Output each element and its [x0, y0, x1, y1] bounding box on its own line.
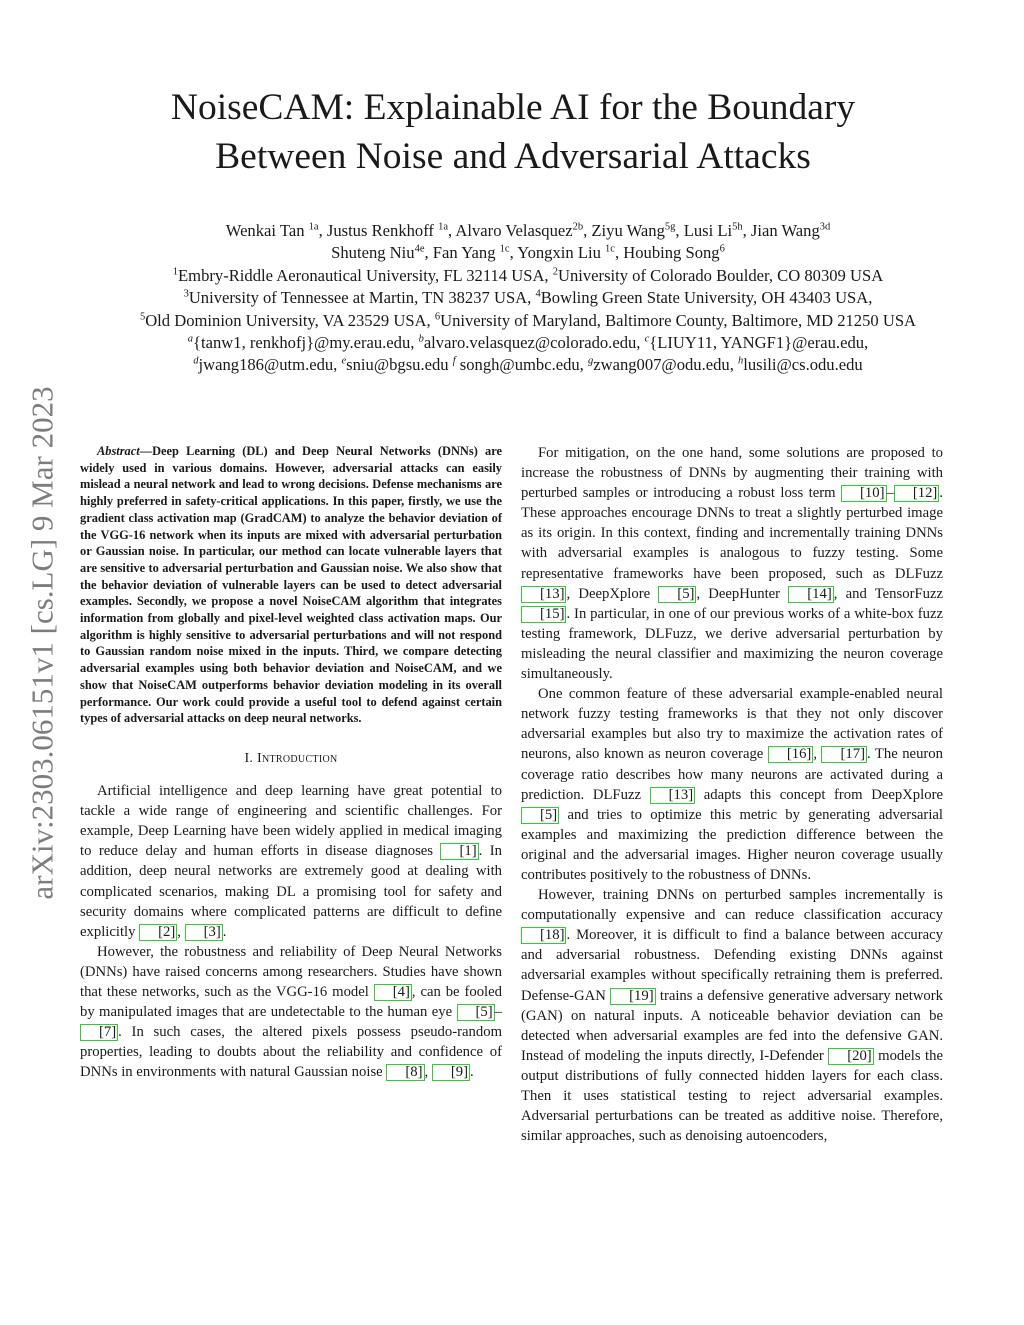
- citation-link[interactable]: [12]: [894, 485, 939, 502]
- body-paragraph-1: For mitigation, on the one hand, some solutions are proposed to increase the robustness of DNNs by augmenting their training with perturbed samples or introducing a robust loss term [10] – [12] . These approaches encourage DNNs to treat a slightly perturbed image as its origin. In this context, finding and incrementally training DNNs with adversarial examples is analogous to fuzzy testing. Some representative frameworks have been proposed, such as DLFuzz [13] , DeepXplore [5] , DeepHunter [14] , and TensorFuzz [15] . In particular, in one of our previous works of a white-box fuzz testing framework, DLFuzz, we derive adversarial perturbation by misleading the neural classifier and maximizing the neuron coverage simultaneously.: [521, 445, 944, 683]
- author-line-1: Wenkai Tan $^{1a}$, Justus Renkhoff $^{1a}$, Alvaro Velasquez$^{2b}$, Ziyu Wang$^{5g}$, Lusi $Li^{5h}$, Jian Wang$^{3d}$: [225, 221, 831, 240]
- citation-link[interactable]: [19]: [610, 988, 655, 1005]
- author-block: [60, 220, 996, 377]
- paper-title: [90, 83, 936, 181]
- affiliation-line-2: $^3$University of Tennessee at Martin, TN 38237 USA, $^4$Bowling Green State University, OH 43403 USA,: [183, 288, 873, 308]
- citation-link[interactable]: [3]: [185, 924, 223, 941]
- citation-link[interactable]: [5]: [457, 1004, 495, 1021]
- citation-link[interactable]: [2]: [139, 924, 177, 941]
- left-column: [80, 443, 502, 1082]
- arxiv-identifier: [16, 360, 70, 925]
- citation-link[interactable]: [7]: [80, 1024, 118, 1041]
- arxiv-id-text: arXiv:2303.06151v1 [cs.LG] 9 Mar 2023: [25, 385, 61, 900]
- title-line-1: NoiseCAM: Explainable AI for the Boundary: [170, 87, 856, 128]
- intro-paragraph-2: However, the robustness and reliability of Deep Neural Networks (DNNs) have raised concerns among researchers. Studies have shown that these networks, such as the VGG-16 model [4] , can be fooled by manipulated images that are undetectable to the human eye [5] –[7] . In such cases, the altered pixels possess pseudo-random properties, leading to doubts about the reliability and confidence of DNNs in environments with natural Gaussian noise [8] , [9] .: [80, 943, 502, 1081]
- citation-link[interactable]: [5]: [521, 807, 559, 824]
- right-column: [521, 443, 943, 1146]
- affiliation-line-3: $^5$Old Dominion University, VA 23529 USA, $^6$University of Maryland, Baltimore County, Baltimore, MD 21250 USA: [139, 310, 917, 330]
- body-paragraph-2: One common feature of these adversarial example-enabled neural network fuzzy testing frameworks is that they not only discover adversarial examples but also try to maximize the activation rates of neurons, also known as neuron coverage [16] , [17] . The neuron coverage ratio describes how many neurons are activated during a prediction. DLFuzz [13] adapts this concept from DeepXplore [5] and tries to optimize this metric by generating adversarial examples and maximizing the prediction difference between the original and the adversarial images. Higher neuron coverage usually contributes positively to the robustness of DNNs.: [521, 686, 943, 883]
- citation-link[interactable]: [10]: [841, 485, 886, 502]
- citation-link[interactable]: [13]: [650, 787, 695, 804]
- citation-link[interactable]: [5]: [658, 586, 696, 603]
- citation-link[interactable]: [9]: [432, 1064, 470, 1081]
- title-line-2: Between Noise and Adversarial Attacks: [215, 136, 811, 177]
- citation-link[interactable]: [15]: [521, 606, 566, 623]
- citation-link[interactable]: [17]: [821, 746, 866, 763]
- citation-link[interactable]: [13]: [521, 586, 566, 603]
- citation-link[interactable]: [16]: [768, 746, 813, 763]
- abstract-label: Abstract: [97, 444, 140, 458]
- citation-link[interactable]: [18]: [521, 927, 566, 944]
- author-line-2: Shuteng Niu$^{4e}$, Fan Yang $^{1c}$, Yongxin Liu $^{1c}$, Houbing Song$^6$: [331, 243, 725, 263]
- section-heading-introduction: I. Introduction: [244, 750, 338, 766]
- citation-link[interactable]: [8]: [386, 1064, 424, 1081]
- email-line-1: $^a${tanw1, renkhofj}@my.erau.edu, $^b$alvaro.velasquez@colorado.edu, $^c${LIUY11, YANGF1}@erau.edu,: [187, 333, 869, 353]
- body-paragraph-3: However, training DNNs on perturbed samples incrementally is computationally expensive and can reduce classification accuracy [18] . Moreover, it is difficult to find a balance between accuracy and adversarial robustness. Defending existing DNNs against adversarial examples without specifically retraining them is preferred. Defense-GAN [19] trains a defensive generative adversary network (GAN) on natural inputs. A noticeable behavior deviation can be detected when adversarial examples are fed into the defensive GAN. Instead of modeling the inputs directly, I-Defender [20] models the output distributions of fully connected hidden layers for each class. Then it uses statistical testing to reject adversarial examples. Adversarial perturbations can be treated as additive noise. Therefore, similar approaches, such as denoising autoencoders,: [521, 887, 944, 1145]
- citation-link[interactable]: [20]: [828, 1048, 873, 1065]
- abstract: [80, 443, 502, 727]
- intro-paragraph-1: Artificial intelligence and deep learning have great potential to tackle a wide range of engineering and scientific challenges. For example, Deep Learning have been widely applied in medical imaging to reduce delay and human efforts in disease diagnoses [1] . In addition, deep neural networks are extremely good at dealing with complicated scenarios, making DL a promising tool for safety and security domains where complicated patterns are difficult to define explicitly [2] , [3] .: [80, 783, 502, 940]
- citation-link[interactable]: [14]: [788, 586, 833, 603]
- citation-link[interactable]: [4]: [374, 984, 412, 1001]
- citation-link[interactable]: [1]: [440, 843, 478, 860]
- abstract-body: —Deep Learning (DL) and Deep Neural Networks (DNNs) are widely used in various domains. However, adversarial attacks can easily mislead a neural network and lead to wrong decisions. Defense mechanisms are highly preferred in safety-critical applications. In this paper, firstly, we use the gradient class activation map (GradCAM) to analyze the behavior deviation of the VGG-16 network when its inputs are mixed with adversarial perturbation or Gaussian noise. In particular, our method can locate vulnerable layers that are sensitive to adversarial perturbation and Gaussian noise. We also show that the behavior deviation of vulnerable layers can be used to detect adversarial examples. Secondly, we propose a novel NoiseCAM algorithm that integrates information from globally and pixel-level weighted class activation maps. Our algorithm is highly sensitive to adversarial perturbations and will not respond to Gaussian random noise mixed in the inputs. Third, we compare detecting adversarial examples using both behavior deviation and NoiseCAM, and we show that NoiseCAM outperforms behavior deviation modeling in its overall performance. Our work could provide a useful tool to defend against certain types of adversarial attacks on deep neural networks.: [80, 444, 502, 726]
- affiliation-line-1: $^1$Embry-Riddle Aeronautical University, FL 32114 USA, $^2$University of Colorado Boulder, CO 80309 USA: [172, 265, 884, 285]
- email-line-2: $^d$jwang186@utm.edu, $^e$sniu@bgsu.edu $^f$ songh@umbc.edu, $^g$zwang007@odu.edu, $^h$lusili@cs.odu.edu: [193, 355, 863, 375]
